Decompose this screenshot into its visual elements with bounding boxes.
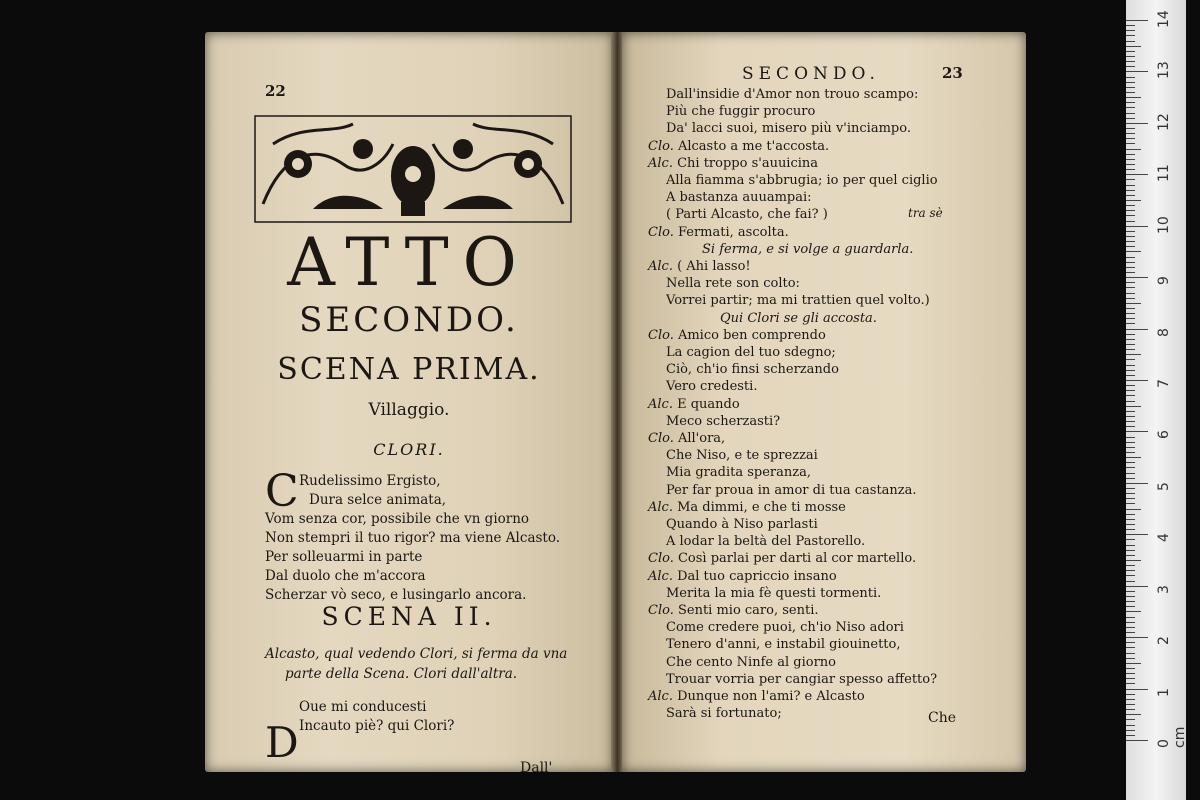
dialogue-line (666, 671, 937, 688)
verse-line: Dal duolo che m'accora (265, 568, 426, 584)
line-text: Si ferma, e si volge a guardarla. (702, 241, 914, 257)
verse-line: Rudelissimo Ergisto, (299, 473, 441, 489)
ruler-tick (1126, 509, 1141, 510)
ruler-tick (1126, 503, 1135, 504)
line-text: Più che fuggir procuro (666, 104, 816, 120)
running-head: SECONDO. (742, 64, 880, 84)
ruler-tick (1126, 200, 1141, 201)
dialogue-line (666, 482, 917, 499)
verse-line: Oue mi conducesti (299, 699, 427, 715)
dialogue-line (666, 533, 865, 550)
ruler-tick (1126, 236, 1135, 237)
ruler-tick (1126, 46, 1141, 47)
dialogue-line (666, 447, 818, 464)
ruler-tick (1126, 262, 1135, 263)
speaker-label: Clo. (648, 551, 678, 567)
act-title: ATTO (287, 224, 531, 301)
ruler-tick (1126, 107, 1135, 108)
line-text: La cagion del tuo sdegno; (666, 345, 836, 360)
ruler-tick (1126, 611, 1141, 612)
ruler-tick (1126, 277, 1148, 278)
ruler-tick (1126, 678, 1135, 679)
line-text: Amico ben comprendo (677, 327, 826, 343)
left-page (205, 32, 613, 776)
ruler-tick (1126, 179, 1135, 180)
line-text: Tenero d'anni, e instabil giouinetto, (666, 637, 901, 653)
ruler-tick (1126, 488, 1135, 489)
ruler-tick (1126, 61, 1135, 62)
line-text: Merita la mia fè questi tormenti. (666, 585, 882, 601)
ruler-label: 11 (1156, 164, 1172, 183)
ruler-tick (1126, 272, 1135, 273)
ruler-tick (1126, 87, 1135, 88)
ruler-tick (1126, 30, 1135, 31)
dialogue-line (648, 568, 837, 585)
speaker-label: Alc. (648, 689, 678, 704)
ruler-tick (1126, 359, 1135, 360)
ruler-tick (1126, 365, 1135, 366)
ruler-tick (1126, 267, 1135, 268)
ruler-tick (1126, 627, 1135, 628)
ruler-tick (1126, 51, 1135, 52)
verse-line: Non stempri il tuo rigor? ma viene Alcasto. (265, 530, 561, 546)
verse-line: Vom senza cor, possibile che vn giorno (265, 511, 530, 527)
ruler-tick (1126, 25, 1135, 26)
ruler-tick (1126, 447, 1135, 448)
ruler-tick (1126, 570, 1135, 571)
ruler-tick (1126, 555, 1135, 556)
character-heading: CLORI. (373, 440, 445, 459)
ruler-tick (1126, 473, 1135, 474)
ruler-tick (1126, 164, 1135, 165)
ruler-tick (1126, 519, 1135, 520)
dialogue-line (666, 361, 839, 378)
ruler-tick (1126, 195, 1135, 196)
ruler-tick (1126, 133, 1135, 134)
ruler-tick (1126, 483, 1148, 484)
dialogue-line (648, 688, 865, 705)
ruler-label: 12 (1156, 113, 1172, 131)
ruler-tick (1126, 431, 1148, 432)
ruler-tick (1126, 287, 1135, 288)
dialogue-line (666, 705, 782, 722)
line-text: Chi troppo s'auuicina (677, 155, 819, 171)
speaker-label: Clo. (648, 327, 678, 343)
ruler-tick (1126, 205, 1135, 206)
ruler-tick (1126, 735, 1135, 736)
ruler-tick (1126, 704, 1135, 705)
ruler-tick (1126, 426, 1135, 427)
stage-direction: Alcasto, qual vedendo Clori, si ferma da vna (265, 646, 568, 662)
dialogue-line (666, 636, 901, 653)
catchword: Che (928, 710, 957, 726)
ruler-label: 3 (1156, 584, 1172, 594)
aside-note: tra sè (908, 206, 943, 221)
ruler-tick (1126, 35, 1135, 36)
ruler-tick (1126, 154, 1135, 155)
line-text: A lodar la beltà del Pastorello. (666, 534, 866, 550)
speaker-label: Clo. (648, 603, 678, 618)
ruler-tick (1126, 329, 1148, 330)
ruler-tick (1126, 632, 1135, 633)
ruler-tick (1126, 637, 1148, 638)
ruler-label: 4 (1156, 533, 1172, 543)
ruler-tick (1126, 550, 1135, 551)
dialogue-line (648, 602, 819, 619)
ruler-tick (1126, 478, 1135, 479)
page-number: 23 (942, 64, 963, 82)
line-text: ( Parti Alcasto, che fai? ) (666, 207, 828, 223)
ruler-tick (1126, 143, 1135, 144)
line-text: Ciò, ch'io finsi scherzando (666, 362, 839, 378)
dialogue-line (648, 258, 751, 275)
ruler-tick (1126, 257, 1135, 258)
stage-direction: parte della Scena. Clori dall'altra. (285, 666, 518, 682)
ruler-tick (1126, 617, 1135, 618)
dialogue-line (666, 120, 911, 137)
speaker-label: Clo. (648, 138, 678, 154)
ruler-label: 7 (1156, 379, 1172, 388)
ruler-tick (1126, 97, 1141, 98)
ruler-tick (1126, 529, 1135, 530)
ruler-tick (1126, 596, 1135, 597)
catchword: Dall' (520, 760, 553, 776)
ruler-tick (1126, 118, 1135, 119)
dialogue-line (666, 292, 930, 309)
verse-line: Scherzar vò seco, e lusingarlo ancora. (265, 587, 527, 603)
ruler-tick (1126, 689, 1148, 690)
ruler-tick (1126, 730, 1135, 731)
ruler-tick (1126, 534, 1148, 535)
dialogue-line (666, 654, 836, 671)
ruler-tick (1126, 82, 1135, 83)
ruler-tick (1126, 149, 1141, 150)
dialogue-line (648, 155, 818, 172)
right-page (622, 32, 1026, 772)
line-text: Quando à Niso parlasti (666, 517, 818, 532)
dialogue-line (666, 464, 811, 481)
ruler-tick (1126, 663, 1141, 664)
dialogue-line (648, 430, 725, 447)
ruler-label: 2 (1156, 636, 1172, 646)
ruler-tick (1126, 498, 1135, 499)
ruler-label: 9 (1156, 276, 1172, 286)
ruler-tick (1126, 138, 1135, 139)
line-text: Nella rete son colto: (666, 276, 800, 292)
ruler-tick (1126, 421, 1135, 422)
ruler-tick (1126, 591, 1135, 592)
ruler-tick (1126, 442, 1135, 443)
ruler-tick (1126, 323, 1135, 324)
ruler-tick (1126, 41, 1135, 42)
line-text: Mia gradita speranza, (666, 465, 811, 481)
ornament-headpiece-icon (253, 114, 573, 224)
ruler-tick (1126, 385, 1135, 386)
ruler-tick (1126, 221, 1135, 222)
ruler-tick (1126, 673, 1135, 674)
ruler-tick (1126, 185, 1135, 186)
line-text: Alcasto a me t'accosta. (677, 138, 830, 154)
line-text: Fermati, ascolta. (677, 224, 789, 240)
dialogue-line (666, 619, 904, 636)
ruler-tick (1126, 226, 1148, 227)
ruler-label: 10 (1156, 215, 1172, 234)
ruler-tick (1126, 159, 1135, 160)
dialogue-line (648, 327, 826, 344)
ruler-label: 13 (1156, 61, 1172, 80)
ruler-tick (1126, 210, 1135, 211)
ruler-tick (1126, 293, 1135, 294)
ruler-tick (1126, 231, 1135, 232)
ruler-tick (1126, 658, 1135, 659)
line-text: E quando (677, 396, 740, 412)
ruler-tick (1126, 493, 1135, 494)
ruler-tick (1126, 92, 1135, 93)
scene-title: SCENA PRIMA. (277, 352, 541, 387)
line-text: Senti mio caro, senti. (677, 603, 819, 618)
line-text: Trouar vorria per cangiar spesso affetto? (666, 671, 938, 687)
dialogue-line (666, 516, 818, 533)
ruler-tick (1126, 622, 1135, 623)
ruler-tick (1126, 370, 1135, 371)
ruler-tick (1126, 601, 1135, 602)
ruler-tick (1126, 298, 1135, 299)
ruler-tick (1126, 102, 1135, 103)
ruler-tick (1126, 539, 1135, 540)
line-text: Così parlai per darti al cor martello. (677, 551, 917, 567)
dialogue-line (666, 344, 836, 361)
scene-setting: Villaggio. (368, 400, 450, 420)
dialogue-line (666, 189, 812, 206)
line-text: Meco scherzasti? (666, 413, 781, 429)
ruler-tick (1126, 215, 1135, 216)
dialogue-line (666, 172, 938, 189)
line-text: Vero credesti. (666, 379, 758, 395)
ruler-tick (1126, 524, 1135, 525)
dialogue-line (666, 275, 800, 292)
line-text: A bastanza auuampai: (666, 190, 812, 206)
dialogue-line (702, 241, 913, 258)
ruler-tick (1126, 647, 1135, 648)
ruler-label: 8 (1156, 327, 1172, 337)
ruler-tick (1126, 308, 1135, 309)
ruler-tick (1126, 514, 1135, 515)
line-text: Da' lacci suoi, misero più v'inciampo. (666, 121, 911, 137)
ruler-tick (1126, 313, 1135, 314)
speaker-label: Alc. (648, 568, 678, 584)
line-text: Come credere puoi, ch'io Niso adori (666, 620, 904, 636)
act-number: SECONDO. (299, 300, 519, 340)
ruler-tick (1126, 437, 1135, 438)
dialogue-line (648, 224, 789, 241)
dialogue-line (666, 585, 881, 602)
ruler-tick (1126, 452, 1135, 453)
speaker-label: Alc. (648, 499, 678, 515)
line-text: Per far proua in amor di tua castanza. (666, 482, 917, 498)
line-text: Vorrei partir; ma mi trattien quel volto.) (666, 293, 930, 309)
dialogue-line (648, 550, 916, 567)
ruler-tick (1126, 303, 1141, 304)
speaker-label: Clo. (648, 431, 678, 446)
ruler-tick (1126, 653, 1135, 654)
ruler-tick (1126, 318, 1135, 319)
ruler-label: 6 (1156, 430, 1172, 440)
dialogue-line (666, 413, 780, 430)
ruler-tick (1126, 719, 1135, 720)
ruler-tick (1126, 349, 1135, 350)
ruler-tick (1126, 575, 1135, 576)
line-text: Dal tuo capriccio insano (677, 568, 837, 584)
line-text: Dall'insidie d'Amor non trouo scampo: (666, 87, 919, 102)
ruler-tick (1126, 457, 1141, 458)
ruler-tick (1126, 169, 1135, 170)
verse-line: Dura selce animata, (309, 492, 447, 508)
ruler-tick (1126, 411, 1135, 412)
line-text: All'ora, (677, 431, 726, 446)
speaker-label: Alc. (648, 259, 678, 274)
ruler-tick (1126, 77, 1135, 78)
line-text: Qui Clori se gli accosta. (720, 310, 877, 326)
ruler-tick (1126, 113, 1135, 114)
ruler-tick (1126, 334, 1135, 335)
line-text: Alla fiamma s'abbrugia; io per quel ciglio (666, 173, 938, 188)
ruler-tick (1126, 282, 1135, 283)
ruler-tick (1126, 694, 1135, 695)
line-text: Che Niso, e te sprezzai (666, 448, 818, 464)
scene-2-title: SCENA II. (321, 602, 497, 631)
ruler-tick (1126, 56, 1135, 57)
line-text: Sarà si fortunato; (666, 706, 782, 722)
ruler-tick (1126, 401, 1135, 402)
ruler-tick (1126, 128, 1135, 129)
ruler-tick (1126, 406, 1141, 407)
ruler-tick (1126, 714, 1141, 715)
dialogue-line (648, 396, 740, 413)
ruler-tick (1126, 683, 1135, 684)
drop-cap: D (265, 718, 299, 767)
ruler-tick (1126, 375, 1135, 376)
ruler-tick (1126, 344, 1135, 345)
ruler-tick (1126, 20, 1148, 21)
ruler-tick (1126, 354, 1141, 355)
dialogue-line (666, 86, 918, 103)
verse-line: Incauto piè? qui Clori? (299, 718, 455, 734)
ruler-tick (1126, 246, 1135, 247)
ruler-tick (1126, 642, 1135, 643)
ruler-tick (1126, 606, 1135, 607)
ruler-tick (1126, 339, 1135, 340)
ruler-tick (1126, 545, 1135, 546)
ruler-tick (1126, 174, 1148, 175)
ruler-tick (1126, 699, 1135, 700)
ruler-label: 5 (1156, 481, 1172, 491)
ruler-tick (1126, 740, 1148, 741)
ruler-tick (1126, 390, 1135, 391)
line-text: Dunque non l'ami? e Alcasto (677, 689, 865, 704)
ruler-tick (1126, 462, 1135, 463)
page-number: 22 (265, 82, 286, 100)
ruler-tick (1126, 251, 1141, 252)
ruler-tick (1126, 668, 1135, 669)
ruler-tick (1126, 66, 1135, 67)
dialogue-line (666, 103, 815, 120)
ruler-label: 14 (1156, 10, 1172, 28)
speaker-label: Alc. (648, 155, 678, 171)
ruler-tick (1126, 709, 1135, 710)
ruler-label: 1 (1156, 687, 1172, 697)
dialogue-line (666, 378, 757, 395)
ruler-tick (1126, 565, 1135, 566)
verse-line: Per solleuarmi in parte (265, 549, 423, 565)
line-text: ( Ahi lasso! (677, 259, 751, 274)
drop-cap: C (265, 466, 299, 517)
ruler-tick (1126, 581, 1135, 582)
dialogue-line (720, 310, 877, 327)
ruler-tick (1126, 416, 1135, 417)
ruler-tick (1126, 190, 1135, 191)
line-text: Ma dimmi, e che ti mosse (677, 499, 846, 515)
ruler-tick (1126, 380, 1148, 381)
ruler-tick (1126, 467, 1135, 468)
ruler-tick (1126, 586, 1148, 587)
ruler-tick (1126, 560, 1141, 561)
ruler-label: 0 cm (1156, 726, 1188, 748)
ruler-tick (1126, 123, 1148, 124)
speaker-label: Clo. (648, 224, 678, 240)
line-text: Che cento Ninfe al giorno (666, 654, 836, 670)
ruler-tick (1126, 71, 1148, 72)
dialogue-line (648, 138, 829, 155)
ruler-tick (1126, 725, 1135, 726)
measuring-ruler (1126, 0, 1186, 800)
dialogue-line (666, 206, 828, 223)
ruler-tick (1126, 395, 1135, 396)
dialogue-line (648, 499, 846, 516)
ruler-tick (1126, 241, 1135, 242)
speaker-label: Alc. (648, 396, 678, 412)
